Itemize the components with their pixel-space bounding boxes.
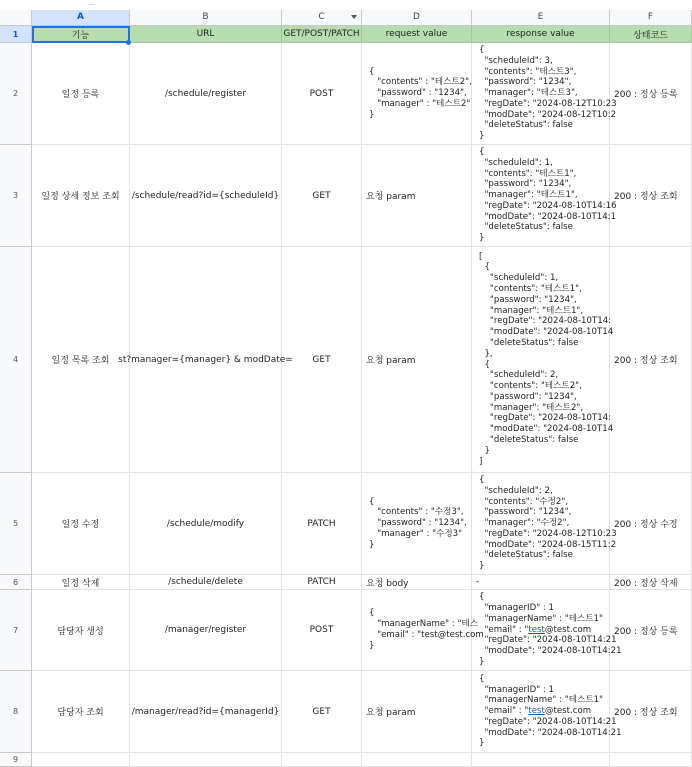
- cell-feature[interactable]: 일정 목록 조회: [32, 247, 130, 473]
- cell-request[interactable]: [362, 590, 484, 671]
- cell-status[interactable]: 200 : 정상 조회: [610, 247, 692, 473]
- column-header-d[interactable]: D: [362, 10, 472, 26]
- cell-request[interactable]: 요청 param: [362, 247, 472, 473]
- cell-request[interactable]: [362, 473, 472, 575]
- header-cell-feature[interactable]: 기능: [32, 26, 130, 43]
- cell-method[interactable]: PATCH: [282, 473, 362, 575]
- cell-request[interactable]: 요청 param: [362, 145, 472, 247]
- column-header-c-label: C: [318, 12, 325, 22]
- row-header-9[interactable]: 9: [0, 753, 32, 767]
- column-header-c[interactable]: [282, 10, 362, 26]
- row-header-8[interactable]: 8: [0, 671, 32, 753]
- response-json: [476, 674, 622, 750]
- toolbar-remnant: —: [88, 0, 95, 8]
- row-header-7[interactable]: 7: [0, 590, 32, 671]
- empty-cell[interactable]: [362, 753, 472, 767]
- selection-fill-handle[interactable]: [126, 40, 131, 45]
- cell-url[interactable]: /schedule/register: [130, 43, 282, 145]
- cell-response[interactable]: [472, 473, 617, 575]
- cell-response[interactable]: [472, 247, 614, 473]
- cell-feature[interactable]: 일정 수정: [32, 473, 130, 575]
- cell-status[interactable]: 200 : 정상 등록: [610, 43, 692, 145]
- cell-response[interactable]: [472, 590, 622, 671]
- cell-request[interactable]: 요청 body: [362, 575, 472, 590]
- cell-url[interactable]: st?manager={manager} & modDate=: [130, 247, 282, 473]
- response-json: { "scheduleId": 3, "contents": "테스트3", "password": "1234", "manager": "테스트3", "regDate": "2024-08-12T10:23 "modDate": "2024-08-12T10:2 "deleteStatus": false }: [479, 44, 617, 142]
- header-cell-status[interactable]: 상태코드: [610, 26, 692, 43]
- cell-status[interactable]: 200 : 정상 등록: [610, 590, 692, 671]
- filter-dropdown-icon[interactable]: [351, 15, 357, 19]
- response-json-head: { "managerID" : 1 "managerName" : "테스트1" "email" : ": [479, 592, 603, 635]
- row-header-3[interactable]: 3: [0, 145, 32, 247]
- row-header-1[interactable]: 1: [0, 26, 32, 43]
- row-header-2[interactable]: 2: [0, 43, 32, 145]
- cell-method[interactable]: PATCH: [282, 575, 362, 590]
- email-link[interactable]: test: [528, 706, 545, 717]
- cell-method[interactable]: GET: [282, 671, 362, 753]
- cell-method[interactable]: GET: [282, 247, 362, 473]
- cell-feature[interactable]: 일정 등록: [32, 43, 130, 145]
- cell-request[interactable]: 요청 param: [362, 671, 472, 753]
- cell-status[interactable]: 200 : 정상 삭제: [610, 575, 692, 590]
- cell-feature[interactable]: 일정 삭제: [32, 575, 130, 590]
- header-cell-method[interactable]: GET/POST/PATCH: [282, 26, 362, 43]
- cell-response[interactable]: -: [472, 575, 610, 590]
- response-json: [ { "scheduleId": 1, "contents": "테스트1", "password": "1234", "manager": "테스트1", "regDate": "2024-08-10T14: "modDate": "2024-08-10T14 "deleteStatus": false }, { "scheduleId": 2, "contents": "테스트2", "password": "1234", "manager": "테스트2", "regDate": "2024-08-10T14: "modDate": "2024-08-10T14 "deleteStatus": false } ]: [479, 251, 614, 467]
- request-json: { "contents" : "수정3", "password" : "1234", "manager" : "수정3" }: [369, 496, 467, 550]
- response-json-tail: @test.com "regDate": "2024-08-10T14:21 "modDate": "2024-08-10T14:21 }: [479, 624, 622, 667]
- cell-feature[interactable]: 담당자 생성: [32, 590, 130, 671]
- empty-cell[interactable]: [472, 753, 610, 767]
- column-header-e[interactable]: E: [472, 10, 610, 26]
- row-header-6[interactable]: 6: [0, 575, 32, 590]
- response-json: { "scheduleId": 1, "contents": "테스트1", "password": "1234", "manager": "테스트1", "regDate": "2024-08-10T14:16 "modDate": "2024-08-10T14:1 "deleteStatus": false }: [479, 146, 617, 244]
- row-header-4[interactable]: 4: [0, 247, 32, 473]
- cell-request[interactable]: [362, 43, 472, 145]
- cell-status[interactable]: 200 : 정상 수정: [610, 473, 692, 575]
- empty-cell[interactable]: [610, 753, 692, 767]
- response-json: { "scheduleId": 2, "contents": "수정2", "password": "1234", "manager": "수정2", "regDate": "2024-08-12T10:23 "modDate": "2024-08-15T11:2 "deleteStatus": false }: [479, 474, 617, 572]
- cell-status[interactable]: 200 : 정상 조회: [610, 145, 692, 247]
- header-cell-url[interactable]: URL: [130, 26, 282, 43]
- email-link[interactable]: test: [528, 624, 545, 635]
- select-all-corner[interactable]: [0, 10, 32, 26]
- cell-url[interactable]: /manager/register: [130, 590, 282, 671]
- cell-method[interactable]: POST: [282, 590, 362, 671]
- empty-cell[interactable]: [130, 753, 282, 767]
- response-json-tail: @test.com "regDate": "2024-08-10T14:21 "modDate": "2024-08-10T14:21 }: [479, 706, 622, 749]
- cell-response[interactable]: [472, 43, 617, 145]
- request-json: { "contents" : "테스트2", "password" : "1234", "manager" : "테스트2" }: [369, 66, 472, 120]
- empty-cell[interactable]: [32, 753, 130, 767]
- cell-feature[interactable]: 일정 상세 정보 조회: [32, 145, 130, 247]
- column-header-a[interactable]: A: [32, 10, 130, 26]
- request-json: { "managerName" : "테스 "email" : "test@test.com }: [369, 608, 484, 651]
- cell-feature[interactable]: 담당자 조회: [32, 671, 130, 753]
- cell-url[interactable]: /schedule/modify: [130, 473, 282, 575]
- cell-status[interactable]: 200 : 정상 조회: [610, 671, 692, 753]
- cell-method[interactable]: GET: [282, 145, 362, 247]
- column-header-b[interactable]: B: [130, 10, 282, 26]
- header-cell-response[interactable]: response value: [472, 26, 610, 43]
- cell-response[interactable]: [472, 671, 622, 753]
- response-json: [476, 592, 622, 668]
- header-cell-request[interactable]: request value: [362, 26, 472, 43]
- response-json-head: { "managerID" : 1 "managerName" : "테스트1" "email" : ": [479, 673, 603, 717]
- cell-url[interactable]: /manager/read?id={managerId}: [130, 671, 282, 753]
- cell-url[interactable]: /schedule/read?id={scheduleId}: [130, 145, 282, 247]
- column-header-f[interactable]: F: [610, 10, 692, 26]
- cell-response[interactable]: [472, 145, 617, 247]
- cell-url[interactable]: /schedule/delete: [130, 575, 282, 590]
- cell-method[interactable]: POST: [282, 43, 362, 145]
- empty-cell[interactable]: [282, 753, 362, 767]
- row-header-5[interactable]: 5: [0, 473, 32, 575]
